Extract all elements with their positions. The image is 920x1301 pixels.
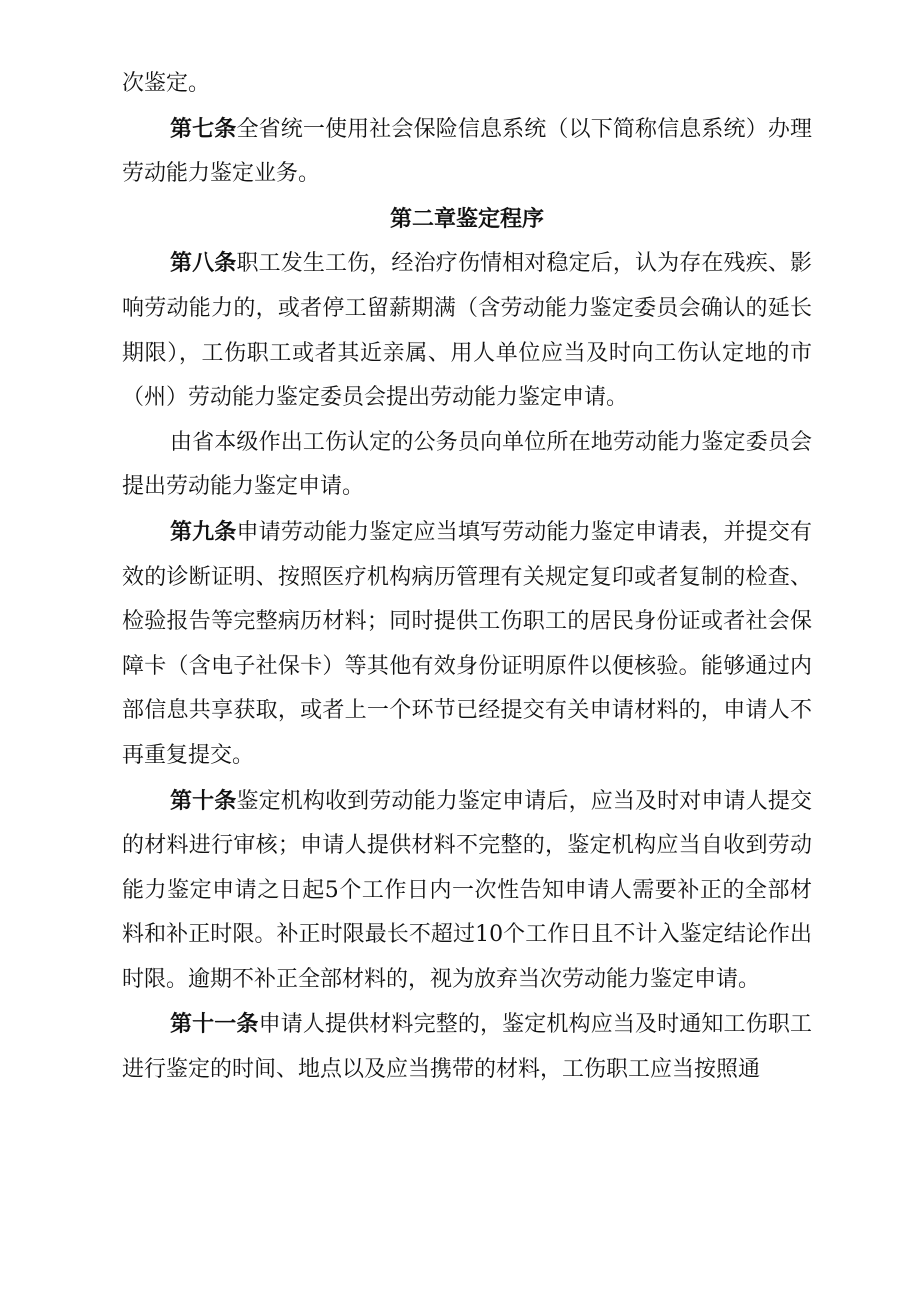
article-text: 职工发生工伤，经治疗伤情相对稳定后，认为存在残疾、影响劳动能力的，或者停工留薪期满（含劳动能力鉴定委员会确认的延长期限），工伤职工或者其近亲属、用人单位应当及时向工伤认定地的市（州）劳动能力鉴定委员会提出劳动能力鉴定申请。 <box>122 251 812 411</box>
article-text: 申请人提供材料完整的，鉴定机构应当及时通知工伤职工进行鉴定的时间、地点以及应当携带的材料，工伤职工应当按照通 <box>122 1012 812 1083</box>
article-9 <box>122 510 812 779</box>
article-11 <box>122 1002 812 1092</box>
article-number: 第九条 <box>170 518 237 545</box>
article-number: 第七条 <box>170 115 237 142</box>
article-8-paragraph-2: 由省本级作出工伤认定的公务员向单位所在地劳动能力鉴定委员会提出劳动能力鉴定申请。 <box>122 429 812 500</box>
document-page <box>122 62 812 1093</box>
article-number: 第十条 <box>170 787 237 814</box>
chapter-title: 第二章鉴定程序 <box>389 205 544 232</box>
article-7 <box>122 107 812 197</box>
article-number: 第八条 <box>170 250 237 277</box>
article-text: 全省统一使用社会保险信息系统（以下简称信息系统）办理劳动能力鉴定业务。 <box>122 116 812 187</box>
article-text: 鉴定机构收到劳动能力鉴定申请后，应当及时对申请人提交的材料进行审核；申请人提供材料不完整的，鉴定机构应当自收到劳动能力鉴定申请之日起5个工作日内一次性告知申请人需要补正的全部材料和补正时限。补正时限最长不超过10个工作日且不计入鉴定结论作出时限。逾期不补正全部材料的，视为放弃当次劳动能力鉴定申请。 <box>122 788 812 992</box>
article-number: 第十一条 <box>170 1011 259 1038</box>
article-text: 申请劳动能力鉴定应当填写劳动能力鉴定申请表，并提交有效的诊断证明、按照医疗机构病历管理有关规定复印或者复制的检查、检验报告等完整病历材料；同时提供工伤职工的居民身份证或者社会保障卡（含电子社保卡）等其他有效身份证明原件以便核验。能够通过内部信息共享获取，或者上一个环节已经提交有关申请材料的，申请人不再重复提交。 <box>122 519 812 768</box>
continuation-text: 次鉴定。 <box>122 71 211 96</box>
article-10 <box>122 779 812 1003</box>
article-8 <box>122 241 812 420</box>
